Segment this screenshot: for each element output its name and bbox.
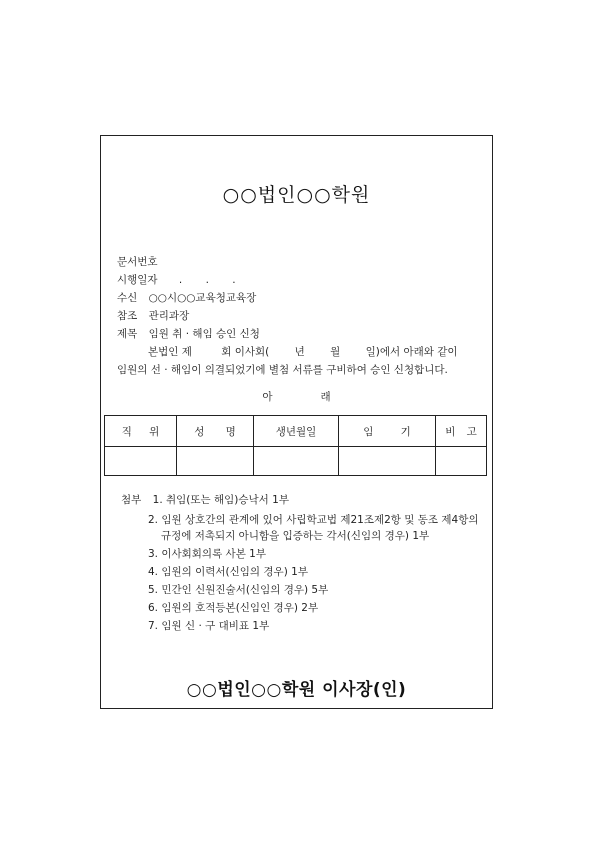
body-line-1-part: 회 이사회(: [221, 346, 270, 358]
body-line-2: 임원의 선 · 해임이 의결되었기에 별첨 서류를 구비하여 승인 신청합니다.: [117, 364, 448, 376]
officer-table: [104, 415, 487, 476]
column-header-term: 임 기: [339, 416, 436, 447]
body-line-1-part: 월: [330, 346, 341, 358]
attachment-item: 2. 임원 상호간의 관계에 있어 사립학교법 제21조제2항 및 동조 제4항의: [148, 514, 479, 526]
attachment-item: 1. 취임(또는 해임)승낙서 1부: [152, 494, 289, 506]
subject-row: [117, 326, 260, 341]
recipient-row: [117, 290, 256, 305]
body-line-1: [148, 344, 458, 359]
attachment-item: 7. 임원 신 · 구 대비표 1부: [148, 620, 270, 632]
document-title: ○○법인○○학원: [222, 184, 371, 206]
table-cell[interactable]: [339, 447, 436, 476]
column-header-position: 직 위: [105, 416, 177, 447]
signature-line: ○○법인○○학원 이사장(인): [186, 680, 407, 700]
recipient-value: ○○시○○교육청교육장: [148, 292, 257, 304]
below-heading: [100, 389, 493, 404]
attachment-item: 5. 민간인 신원진술서(신임의 경우) 5부: [148, 584, 329, 596]
column-header-name: 성 명: [177, 416, 254, 447]
body-line-1-part: 본법인 제: [148, 346, 192, 358]
table-cell[interactable]: [105, 447, 177, 476]
table-header-row: [105, 416, 487, 447]
table-row: [105, 447, 487, 476]
date-value: . . .: [178, 274, 246, 286]
attachment-item: 6. 임원의 호적등본(신임인 경우) 2부: [148, 602, 319, 614]
reference-row: [117, 308, 189, 323]
reference-label: 참조: [117, 310, 138, 322]
table-cell[interactable]: [254, 447, 339, 476]
reference-value: 관리과장: [148, 310, 190, 322]
table-cell[interactable]: [177, 447, 254, 476]
date-row: [117, 272, 246, 287]
below-heading-char: 래: [320, 391, 331, 403]
attachment-item: 3. 이사회회의록 사본 1부: [148, 548, 266, 560]
subject-value: 임원 취 · 해임 승인 신청: [148, 328, 260, 340]
date-label: 시행일자: [117, 274, 158, 286]
recipient-label: 수신: [117, 292, 138, 304]
doc-number-label: 문서번호: [117, 256, 158, 268]
attachment-item: 4. 임원의 이력서(신임의 경우) 1부: [148, 566, 308, 578]
below-heading-char: 아: [262, 391, 273, 403]
body-line-1-part: 일)에서 아래와 같이: [365, 346, 458, 358]
column-header-remarks: 비 고: [436, 416, 487, 447]
attachment-row-1: [121, 492, 289, 507]
attachments-label: 첨부: [121, 494, 142, 506]
column-header-birthdate: 생년월일: [254, 416, 339, 447]
attachment-item: 규정에 저촉되지 아니함을 입증하는 각서(신임의 경우) 1부: [161, 530, 430, 542]
body-line-1-part: 년: [294, 346, 305, 358]
table-cell[interactable]: [436, 447, 487, 476]
subject-label: 제목: [117, 328, 138, 340]
